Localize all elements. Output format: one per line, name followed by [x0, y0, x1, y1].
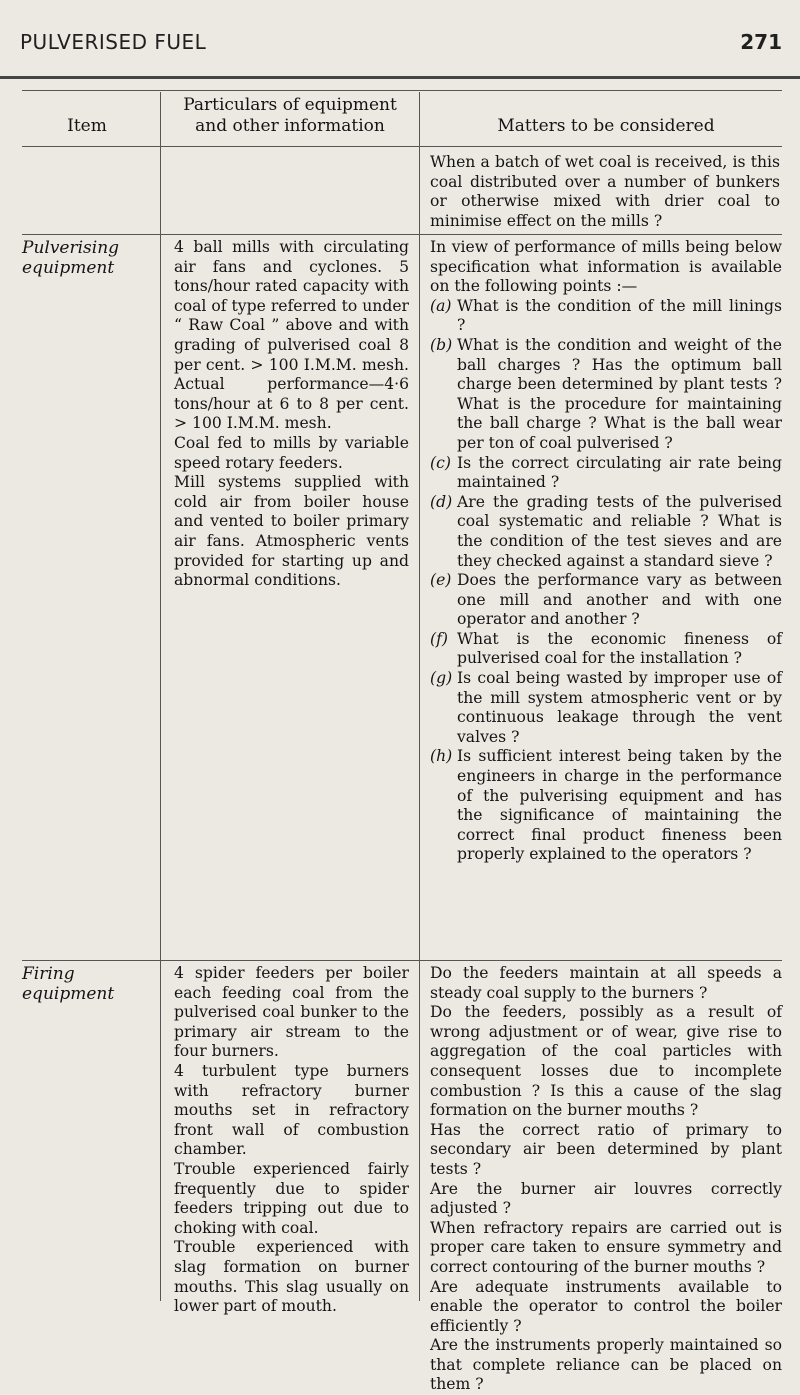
- pulverising-particulars-3: Mill systems supplied with cold air from boiler house and vented to boiler primary air fans. Atmospheric vents provided for starting up and abnormal conditions.: [174, 473, 409, 590]
- question-label: (g): [430, 669, 453, 688]
- firing-question: Has the correct ratio of primary to secondary air been determined by plant tests ?: [430, 1120, 782, 1178]
- question-label: (c): [430, 453, 451, 472]
- question-text: Does the performance vary as between one mill and another and with one operator and another ?: [457, 571, 782, 629]
- item-firing: Firing equipment: [22, 964, 115, 1004]
- question-item: [430, 747, 782, 865]
- firing-question: When refractory repairs are carried out is proper care taken to ensure symmetry and correct contouring of the burner mouths ?: [430, 1218, 782, 1276]
- question-item: [430, 454, 782, 493]
- pulverising-matters: [430, 238, 782, 865]
- question-item: [430, 493, 782, 571]
- question-text: What is the condition of the mill linings ?: [457, 296, 782, 335]
- item-pulverising: Pulverising equipment: [22, 238, 120, 278]
- firing-question: Are the instruments properly maintained so that complete reliance can be placed on them ?: [430, 1336, 782, 1394]
- firing-particulars-1: 4 spider feeders per boiler each feeding coal from the pulverised coal bunker to the primary air stream to the four burners.: [174, 964, 409, 1061]
- firing-question: Are adequate instruments available to enable the operator to control the boiler efficiently ?: [430, 1277, 782, 1335]
- question-list: [430, 297, 782, 865]
- question-text: Is sufficient interest being taken by the engineers in charge in the performance of the pulverising equipment and has the significance of maintaining the correct final product fineness been properly explained to the operators ?: [457, 747, 782, 864]
- question-label: (h): [430, 747, 453, 766]
- header-rule: [22, 90, 782, 91]
- question-text: What is the condition and weight of the ball charges ? Has the optimum ball charge been determined by plant tests ? What is the procedure for maintaining the ball charge ? What is the ball wear per ton of coal pulverised ?: [457, 335, 782, 452]
- question-label: (f): [430, 629, 448, 648]
- question-label: (d): [430, 492, 453, 511]
- question-label: (a): [430, 296, 452, 315]
- header-item: Item: [67, 116, 107, 136]
- question-item: [430, 630, 782, 669]
- header-particulars: Particulars of equipment and other information: [183, 95, 397, 136]
- question-text: Is the correct circulating air rate being maintained ?: [457, 453, 782, 492]
- pulverising-particulars-1: 4 ball mills with circulating air fans and cyclones. 5 tons/hour rated capacity with coal of type referred to under “ Raw Coal ” above and with grading of pulverised coal 8 per cent. > 100 I.M.M. mesh. Actual performance—4·6 tons/hour at 6 to 8 per cent. > 100 I.M.M. mesh.: [174, 238, 409, 433]
- running-head: [20, 30, 782, 64]
- question-text: What is the economic fineness of pulverised coal for the installation ?: [457, 629, 782, 668]
- header-bottom-rule: [22, 146, 782, 147]
- question-label: (b): [430, 335, 453, 354]
- top-rule: [0, 76, 800, 79]
- running-head-title: PULVERISED FUEL: [20, 30, 207, 54]
- firing-particulars-2: 4 turbulent type burners with refractory burner mouths set in refractory front wall of combustion chamber.: [174, 1061, 409, 1159]
- firing-particulars-3: Trouble experienced fairly frequently due to spider feeders tripping out due to choking with coal.: [174, 1159, 409, 1237]
- firing-question: Are the burner air louvres correctly adjusted ?: [430, 1179, 782, 1218]
- intro-question: When a batch of wet coal is received, is this coal distributed over a number of bunkers or otherwise mixed with drier coal to minimise effect on the mills ?: [430, 153, 780, 230]
- firing-particulars-4: Trouble experienced with slag formation on burner mouths. This slag usually on lower part of mouth.: [174, 1238, 409, 1316]
- question-text: Are the grading tests of the pulverised coal systematic and reliable ? What is the condition of the test sieves and are they checked against a standard sieve ?: [457, 492, 782, 570]
- pulverising-matters-intro: In view of performance of mills being below specification what information is available on the following points :—: [430, 238, 782, 296]
- column-divider-2: [419, 92, 420, 1301]
- firing-matters: [430, 964, 782, 1395]
- question-item: [430, 297, 782, 336]
- firing-question: Do the feeders maintain at all speeds a steady coal supply to the burners ?: [430, 964, 782, 1002]
- column-divider-1: [160, 92, 161, 1301]
- question-item: [430, 669, 782, 747]
- question-label: (e): [430, 571, 452, 590]
- firing-particulars: [174, 964, 409, 1317]
- row-rule-pulverising: [22, 234, 782, 235]
- question-text: Is coal being wasted by improper use of the mill system atmospheric vent or by continuous leakage through the vent valves ?: [457, 669, 782, 746]
- question-item: [430, 571, 782, 630]
- row-rule-firing: [22, 960, 782, 961]
- page-number: 271: [740, 30, 782, 54]
- pulverising-particulars-2: Coal fed to mills by variable speed rotary feeders.: [174, 433, 409, 472]
- question-item: [430, 336, 782, 454]
- pulverising-particulars: [174, 238, 409, 591]
- firing-question: Do the feeders, possibly as a result of wrong adjustment or of wear, give rise to aggregation of the coal particles with consequent losses due to incomplete combustion ? Is this a cause of the slag formation on the burner mouths ?: [430, 1003, 782, 1120]
- header-matters: Matters to be considered: [497, 116, 715, 136]
